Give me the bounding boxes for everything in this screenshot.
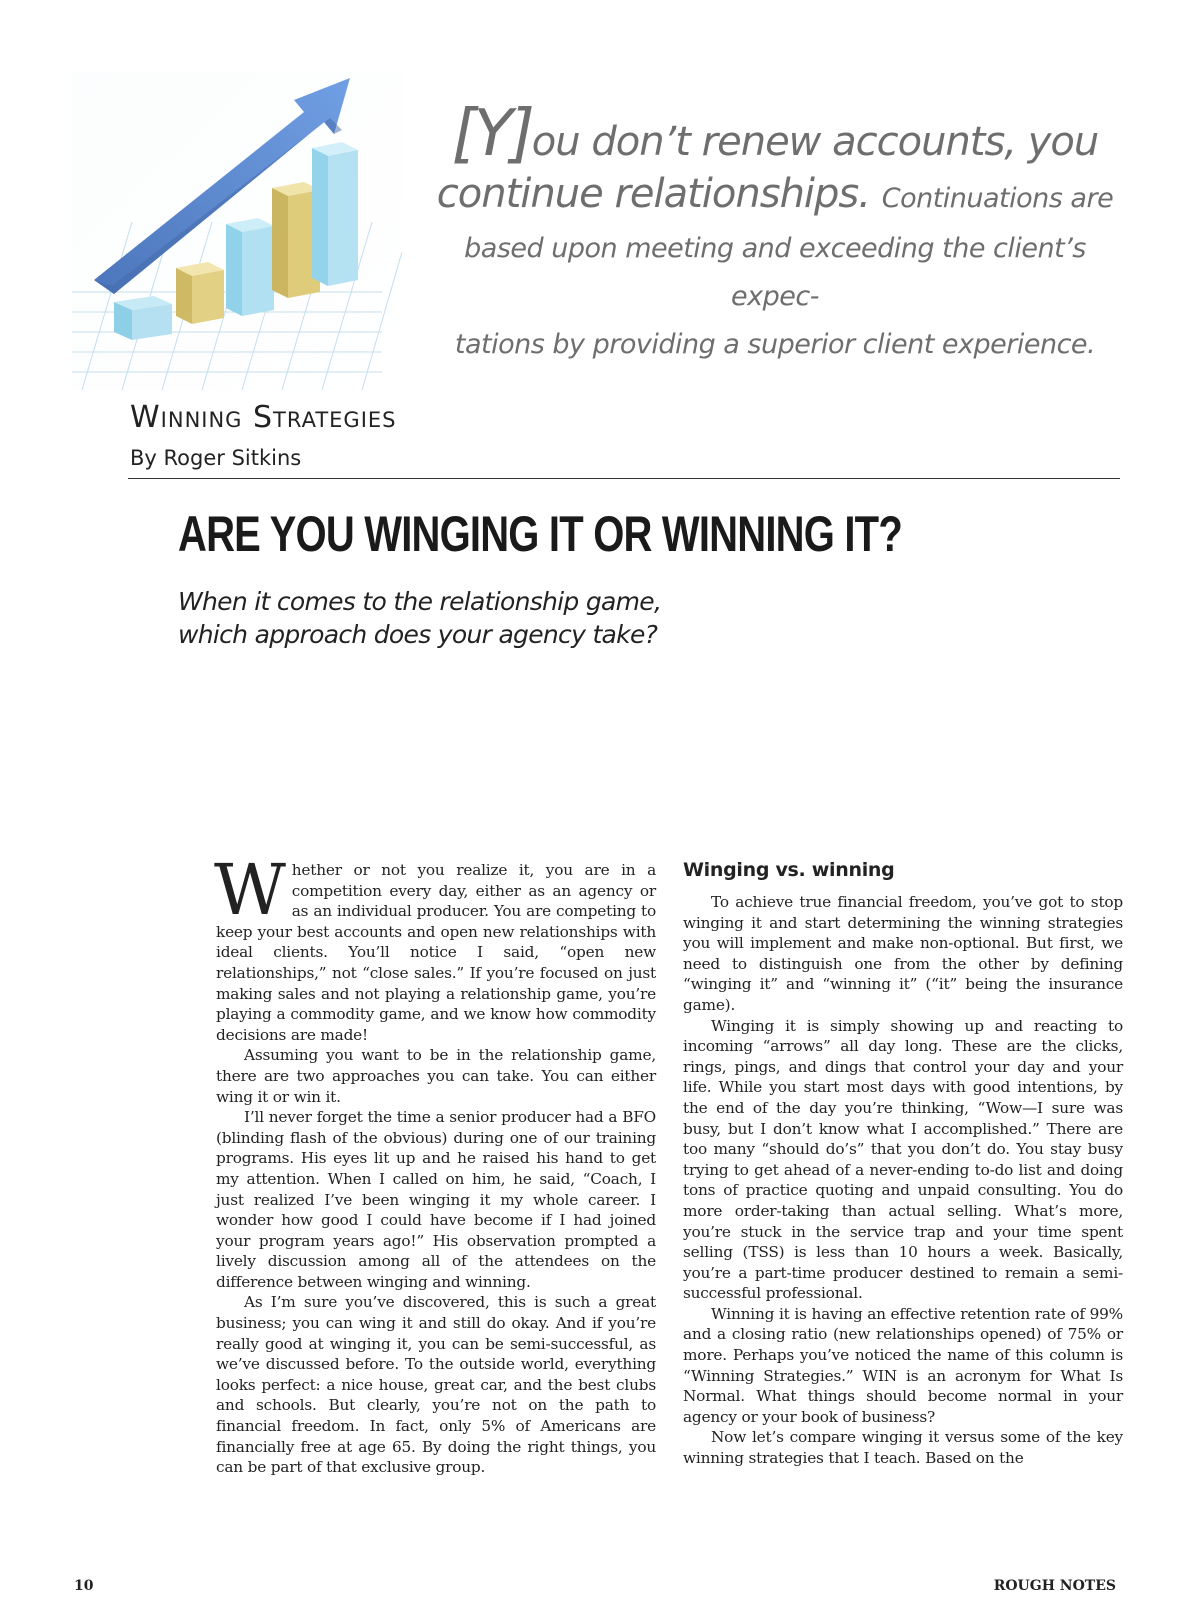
paragraph: Winning it is having an effective retention rate of 99% and a closing ratio (new relationships opened) of 75% or more. Perhaps you’ve noticed the name of this column is “Winning Strategies.” WIN is an acronym for What Is Normal. What things should become normal in your agency or your book of business? bbox=[683, 1304, 1123, 1426]
subhead: Winging vs. winning bbox=[683, 859, 895, 881]
pull-quote-text-2-small: Continuations are bbox=[881, 183, 1114, 214]
paragraph: To achieve true financial freedom, you’ve got to stop winging it and start determining the winning strategies you will implement and make non-optional. But first, we need to distinguish one from the other by defining “winging it” and “winning it” (“it” being the insurance game). bbox=[683, 893, 1123, 1014]
pull-quote bbox=[430, 97, 1120, 369]
pull-quote-text-2: continue relationships. bbox=[436, 171, 870, 217]
pull-quote-line-4: tations by providing a superior client experience. bbox=[454, 329, 1096, 360]
pull-quote-line-1 bbox=[430, 97, 1120, 171]
header-rule bbox=[128, 478, 1120, 479]
deck bbox=[178, 585, 778, 651]
paragraph bbox=[214, 849, 656, 1045]
publication-name: ROUGH NOTES bbox=[993, 1578, 1116, 1594]
column-name: Winning Strategies bbox=[130, 400, 397, 435]
pull-quote-line-3: based upon meeting and exceeding the client’s expec- bbox=[464, 233, 1086, 312]
paragraph: I’ll never forget the time a senior producer had a BFO (blinding flash of the obvious) during one of our training programs. His eyes lit up and he raised his hand to get my attention. When I called on him, he said, “Coach, I just realized I’ve been winging it my whole career. I wonder how good I could have become if I had joined your program years ago!” His observation prompted a lively discussion among all of the attendees on the difference between winging and winning. bbox=[216, 1108, 656, 1291]
body-column-left bbox=[214, 849, 656, 1478]
paragraph: Assuming you want to be in the relationship game, there are two approaches you can take. You can either wing it or win it. bbox=[216, 1046, 656, 1106]
paragraph: Winging it is simply showing up and reacting to incoming “arrows” all day long. These are the clicks, rings, pings, and dings that control your day and your life. While you start most days with good intentions, by the end of the day you’re thinking, “Wow—I sure was busy, but I don’t know what I accomplished.” There are too many “should do’s” that you don’t do. You stay busy trying to get ahead of a never-ending to-do list and doing tons of practice quoting and unpaid consulting. You do more order-taking than actual selling. What’s more, you’re stuck in the service trap and your time spent selling (TSS) is less than 10 hours a week. Basically, you’re a part-time producer destined to remain a semi-successful professional. bbox=[683, 1016, 1123, 1303]
paragraph: As I’m sure you’ve discovered, this is such a great business; you can wing it and still do okay. And if you’re really good at winging it, you can be semi-successful, as we’ve discussed before. To the outside world, everything looks perfect: a nice house, great car, and the best clubs and schools. But clearly, you’re not on the path to financial freedom. In fact, only 5% of Americans are financially free at age 65. By doing the right things, you can be part of that exclusive group. bbox=[216, 1293, 656, 1477]
bar-chart-arrow-illustration bbox=[72, 72, 402, 390]
pull-quote-text-1: ou don’t renew accounts, you bbox=[531, 119, 1099, 165]
byline: By Roger Sitkins bbox=[130, 446, 302, 470]
page-number: 10 bbox=[74, 1578, 94, 1594]
pull-quote-line-2 bbox=[430, 168, 1120, 225]
drop-cap: W bbox=[214, 849, 286, 931]
headline: ARE YOU WINGING IT OR WINNING IT? bbox=[178, 506, 902, 562]
paragraph: Now let’s compare winging it versus some of the key winning strategies that I teach. Based on the bbox=[683, 1428, 1123, 1468]
deck-line-1: When it comes to the relationship game, bbox=[178, 587, 662, 616]
body-column-right bbox=[683, 860, 1123, 1469]
deck-line-2: which approach does your agency take? bbox=[178, 620, 658, 649]
pull-quote-bracket-letter: [Y] bbox=[451, 97, 532, 171]
paragraph-text: hether or not you realize it, you are in a competition every day, either as an agency or as an individual producer. You are competing to keep your best accounts and open new relationships with ideal clients. You’ll notice I said, “open new relationships,” not “close sales.” If you’re focused on just making sales and not playing a relationship game, you’re playing a commodity game, and we know how commodity decisions are made! bbox=[216, 861, 656, 1044]
